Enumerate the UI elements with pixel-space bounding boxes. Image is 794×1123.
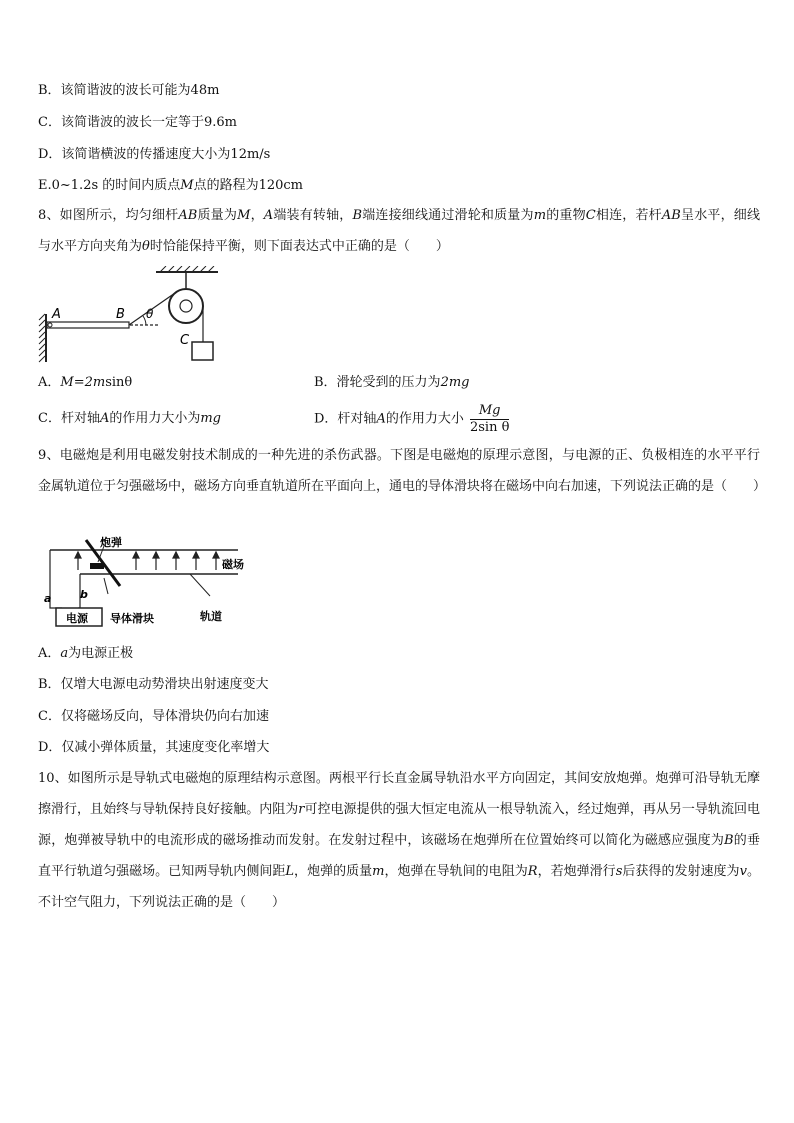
q9-option-b: B．仅增大电源电动势滑块出射速度变大: [38, 677, 269, 692]
label-b: b: [80, 588, 88, 601]
q8-figure: [38, 266, 228, 366]
q8-option-d-fraction: $\frac{Mg}{\text{2sin θ}}$: [469, 403, 510, 435]
q7-option-c: C．该简谐波的波长一定等于9.6m: [38, 115, 237, 130]
q8-stem: 8、如图所示，均匀细杆AB质量为M，A端装有转轴，B端连接细线通过滑轮和质量为m的重物C相连，若杆AB呈水平，细线与水平方向夹角为θ时恰能保持平衡，则下面表达式中正确的是（ ）: [38, 208, 760, 254]
q9-option-c: C．仅将磁场反向，导体滑块仍向右加速: [38, 709, 269, 724]
label-shell: 炮弹: [100, 536, 122, 549]
projectile: [90, 563, 104, 569]
q8-option-d: D．杆对轴A的作用力大小 $\frac{Mg}{\text{2sin θ}}$: [314, 403, 510, 435]
pivot: [48, 323, 52, 327]
q10-stem: 10、如图所示是导轨式电磁炮的原理结构示意图。两根平行长直金属导轨沿水平方向固定，其间安放炮弹。炮弹可沿导轨无摩擦滑行，且始终与导轨保持良好接触。内阻为r可控电源提供的强大恒定电流从一根导轨流入，经过炮弹，再从另一导轨流回电源，炮弹被导轨中的电流形成的磁场推动而发射。在发射过程中，该磁场在炮弹所在位置始终可以简化为磁感应强度为B的垂直平行轨道匀强磁场。已知两导轨内侧间距L，炮弹的质量m，炮弹在导轨间的电阻为R，若炮弹滑行s后获得的发射速度为v。不计空气阻力，下列说法正确的是（ ）: [38, 771, 760, 910]
label-power: 电源: [66, 612, 88, 625]
q9-figure: [40, 536, 260, 630]
q7-option-e-prefix: E.0~1.2s 的时间内质点: [38, 178, 181, 193]
label-slider: 导体滑块: [110, 612, 154, 625]
label-rail: 轨道: [200, 610, 222, 623]
q8-option-c: C．杆对轴A的作用力大小为mg: [38, 411, 222, 426]
label-a: a: [44, 592, 52, 605]
q9-stem: 9、电磁炮是利用电磁发射技术制成的一种先进的杀伤武器。下图是电磁炮的原理示意图，与电源的正、负极相连的水平平行金属轨道位于匀强磁场中，磁场方向垂直轨道所在平面向上，通电的导体滑块将在磁场中向右加速，下列说法正确的是（ ）: [38, 448, 767, 494]
q9-option-a: A．a为电源正极: [38, 646, 134, 661]
wire-a: [50, 550, 62, 608]
q8-option-a: A．M=2msinθ: [38, 375, 133, 390]
q7-option-e: [38, 177, 303, 195]
weight-c: [192, 342, 213, 360]
label-field: 磁场: [222, 558, 244, 571]
q7-option-b: B．该简谐波的波长可能为48m: [38, 83, 220, 98]
rod-ab: [47, 322, 129, 328]
q7-option-d: D．该简谐横波的传播速度大小为12m/s: [38, 147, 271, 162]
label-b: B: [116, 307, 125, 322]
label-theta: θ: [146, 307, 154, 321]
label-c: C: [180, 333, 190, 348]
label-a: A: [52, 307, 61, 322]
q7-option-e-suffix: 点的路程为120cm: [193, 178, 303, 193]
q7-option-e-var: M: [180, 178, 194, 193]
q9-option-d: D．仅减小弹体质量，其速度变化率增大: [38, 740, 270, 755]
q8-option-b: B．滑轮受到的压力为2mg: [314, 375, 470, 390]
